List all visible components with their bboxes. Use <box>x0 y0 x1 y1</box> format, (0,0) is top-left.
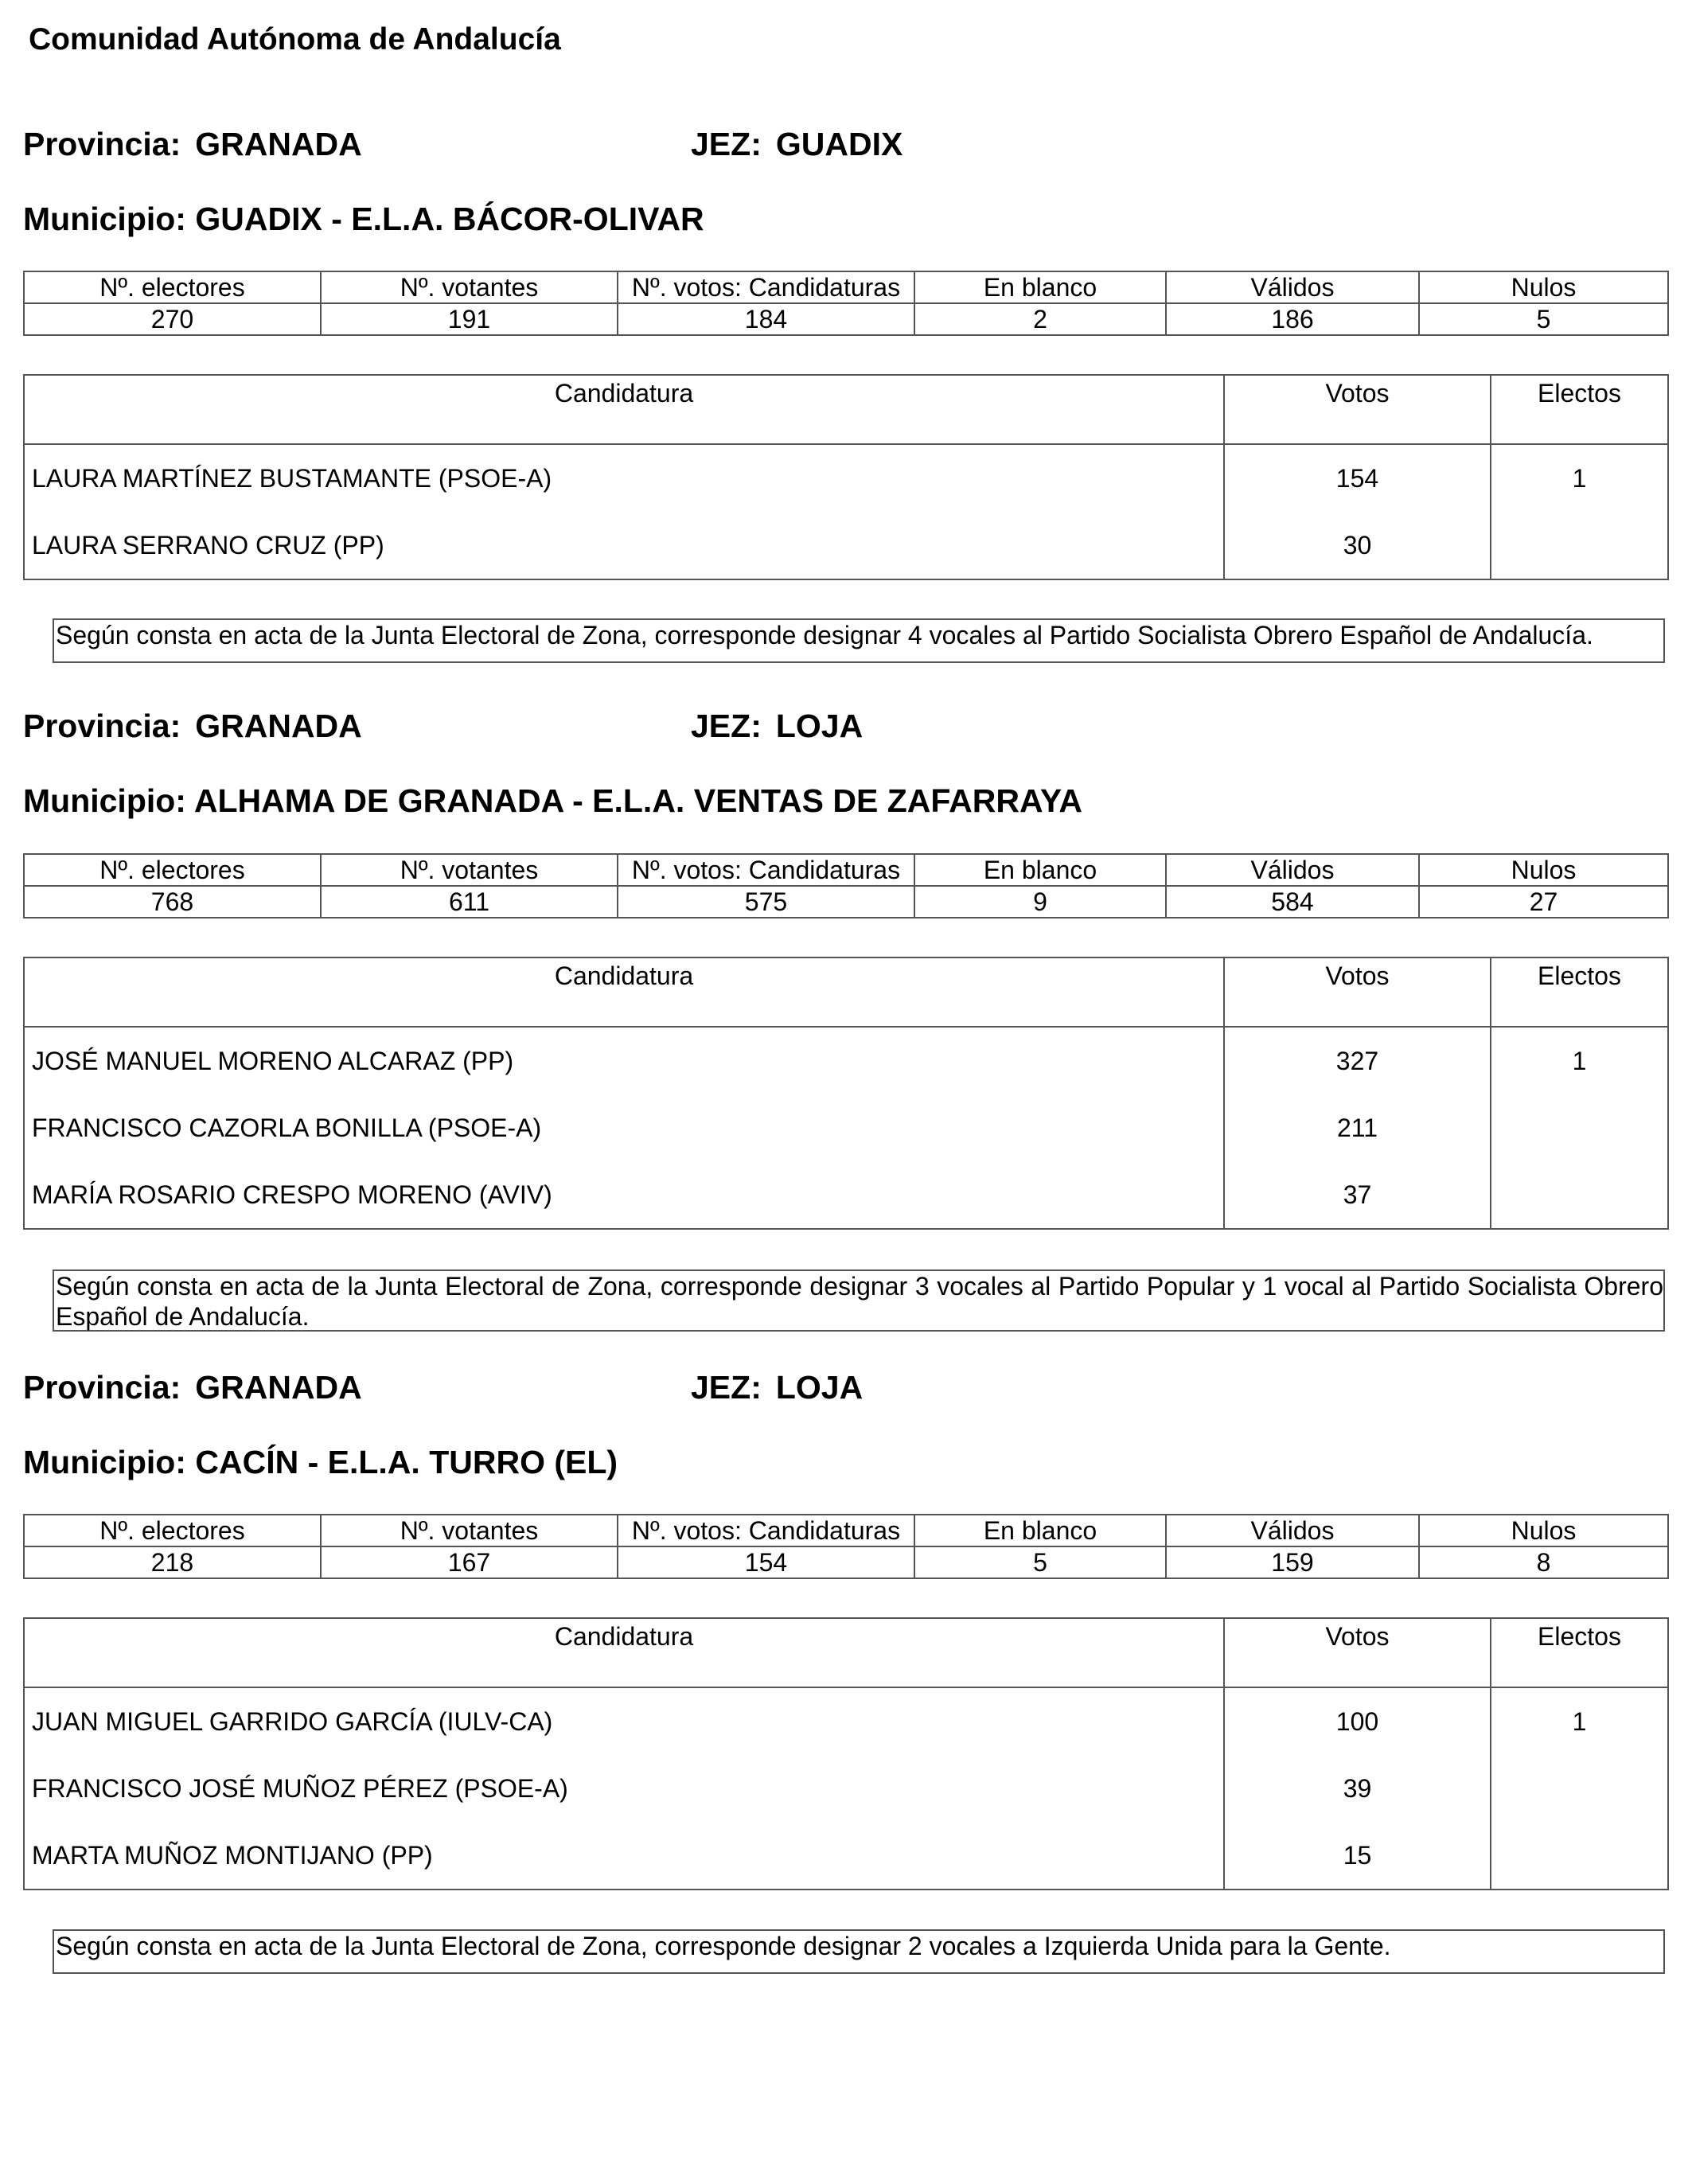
stats-value: 611 <box>321 886 618 918</box>
candidates-table <box>23 1617 1669 1890</box>
jez-header <box>691 1369 863 1406</box>
candidate-votes: 100 <box>1224 1687 1491 1755</box>
provincia-header <box>23 1369 362 1406</box>
candidate-row <box>24 1755 1668 1822</box>
candidate-electos: 1 <box>1491 1687 1668 1755</box>
jez-value: GUADIX <box>775 126 903 162</box>
stats-table <box>23 271 1669 336</box>
stats-header-row <box>24 271 1668 303</box>
stats-header: Nulos <box>1419 271 1668 303</box>
candidate-electos <box>1491 1161 1668 1229</box>
stats-header: Nº. votos: Candidaturas <box>618 271 914 303</box>
candidatura-header: Candidatura <box>24 957 1224 1027</box>
candidate-votes: 15 <box>1224 1822 1491 1890</box>
municipio-label: Municipio: <box>23 782 186 819</box>
candidate-electos: 1 <box>1491 1027 1668 1094</box>
jez-label: JEZ: <box>691 1369 762 1406</box>
stats-header: En blanco <box>914 1515 1166 1546</box>
stats-value: 8 <box>1419 1546 1668 1578</box>
stats-header: Válidos <box>1166 854 1419 886</box>
provincia-value: GRANADA <box>195 1369 362 1406</box>
candidate-row <box>24 1822 1668 1890</box>
votos-header: Votos <box>1224 957 1491 1027</box>
municipio-value: GUADIX - E.L.A. BÁCOR-OLIVAR <box>195 201 704 237</box>
candidate-votes: 154 <box>1224 444 1491 512</box>
stats-value: 584 <box>1166 886 1419 918</box>
jez-label: JEZ: <box>691 708 762 744</box>
stats-value-row <box>24 1546 1668 1578</box>
votos-header: Votos <box>1224 1618 1491 1687</box>
stats-value: 186 <box>1166 303 1419 335</box>
candidate-row <box>24 1161 1668 1229</box>
candidate-row <box>24 1094 1668 1161</box>
candidate-row <box>24 444 1668 512</box>
stats-header: Nº. electores <box>24 854 321 886</box>
candidates-header-row <box>24 375 1668 444</box>
stats-value: 159 <box>1166 1546 1419 1578</box>
stats-header-row <box>24 1515 1668 1546</box>
candidate-votes: 37 <box>1224 1161 1491 1229</box>
jez-value: LOJA <box>775 1369 864 1406</box>
stats-table <box>23 853 1669 918</box>
candidate-row <box>24 512 1668 579</box>
candidates-table <box>23 957 1669 1230</box>
stats-value: 5 <box>914 1546 1166 1578</box>
stats-header-row <box>24 854 1668 886</box>
jez-label: JEZ: <box>691 126 762 162</box>
stats-header: Nulos <box>1419 1515 1668 1546</box>
stats-header: En blanco <box>914 271 1166 303</box>
stats-table <box>23 1514 1669 1579</box>
municipio-header <box>23 201 704 238</box>
candidate-electos <box>1491 512 1668 579</box>
municipio-label: Municipio: <box>23 1444 186 1480</box>
jez-header <box>691 708 863 745</box>
candidate-electos: 1 <box>1491 444 1668 512</box>
stats-header: Nulos <box>1419 854 1668 886</box>
provincia-value: GRANADA <box>195 708 362 744</box>
provincia-header <box>23 708 362 745</box>
candidate-row <box>24 1027 1668 1094</box>
stats-header: Válidos <box>1166 271 1419 303</box>
candidate-votes: 39 <box>1224 1755 1491 1822</box>
candidate-electos <box>1491 1755 1668 1822</box>
stats-value: 270 <box>24 303 321 335</box>
candidate-row <box>24 1687 1668 1755</box>
stats-header: Nº. votos: Candidaturas <box>618 854 914 886</box>
stats-header: Nº. electores <box>24 1515 321 1546</box>
provincia-label: Provincia: <box>23 126 181 162</box>
candidate-name: MARTA MUÑOZ MONTIJANO (PP) <box>24 1822 1224 1890</box>
stats-value: 154 <box>618 1546 914 1578</box>
stats-header: Nº. votos: Candidaturas <box>618 1515 914 1546</box>
stats-value: 9 <box>914 886 1166 918</box>
jez-note: Según consta en acta de la Junta Electoral de Zona, corresponde designar 4 vocales al Partido Socialista Obrero Español de Andalucía. <box>53 618 1665 663</box>
stats-header: Nº. votantes <box>321 1515 618 1546</box>
jez-header <box>691 126 903 163</box>
provincia-label: Provincia: <box>23 708 181 744</box>
jez-note: Según consta en acta de la Junta Electoral de Zona, corresponde designar 3 vocales al Partido Popular y 1 vocal al Partido Socialista Obrero Español de Andalucía. <box>53 1269 1665 1332</box>
candidate-name: LAURA SERRANO CRUZ (PP) <box>24 512 1224 579</box>
candidate-name: MARÍA ROSARIO CRESPO MORENO (AVIV) <box>24 1161 1224 1229</box>
electos-header: Electos <box>1491 1618 1668 1687</box>
stats-value: 218 <box>24 1546 321 1578</box>
candidate-name: FRANCISCO JOSÉ MUÑOZ PÉREZ (PSOE-A) <box>24 1755 1224 1822</box>
jez-note: Según consta en acta de la Junta Electoral de Zona, corresponde designar 2 vocales a Izquierda Unida para la Gente. <box>53 1929 1665 1974</box>
candidate-electos <box>1491 1822 1668 1890</box>
stats-header: En blanco <box>914 854 1166 886</box>
votos-header: Votos <box>1224 375 1491 444</box>
stats-header: Válidos <box>1166 1515 1419 1546</box>
municipio-header <box>23 1444 618 1481</box>
candidatura-header: Candidatura <box>24 375 1224 444</box>
candidates-table <box>23 374 1669 580</box>
provincia-value: GRANADA <box>195 126 362 162</box>
candidates-header-row <box>24 957 1668 1027</box>
provincia-label: Provincia: <box>23 1369 181 1406</box>
candidate-name: JOSÉ MANUEL MORENO ALCARAZ (PP) <box>24 1027 1224 1094</box>
stats-value: 575 <box>618 886 914 918</box>
candidate-name: FRANCISCO CAZORLA BONILLA (PSOE-A) <box>24 1094 1224 1161</box>
stats-value: 5 <box>1419 303 1668 335</box>
municipio-label: Municipio: <box>23 201 186 237</box>
municipio-header <box>23 782 1082 820</box>
community-title: Comunidad Autónoma de Andalucía <box>29 22 561 57</box>
candidate-electos <box>1491 1094 1668 1161</box>
stats-value: 27 <box>1419 886 1668 918</box>
jez-value: LOJA <box>775 708 864 744</box>
stats-header: Nº. votantes <box>321 271 618 303</box>
electos-header: Electos <box>1491 375 1668 444</box>
candidate-votes: 211 <box>1224 1094 1491 1161</box>
electos-header: Electos <box>1491 957 1668 1027</box>
candidates-header-row <box>24 1618 1668 1687</box>
stats-value-row <box>24 303 1668 335</box>
stats-header: Nº. electores <box>24 271 321 303</box>
stats-value: 184 <box>618 303 914 335</box>
stats-value: 768 <box>24 886 321 918</box>
municipio-value: ALHAMA DE GRANADA - E.L.A. VENTAS DE ZAFARRAYA <box>193 782 1083 819</box>
candidate-votes: 30 <box>1224 512 1491 579</box>
municipio-value: CACÍN - E.L.A. TURRO (EL) <box>195 1444 618 1480</box>
provincia-header <box>23 126 362 163</box>
stats-header: Nº. votantes <box>321 854 618 886</box>
stats-value-row <box>24 886 1668 918</box>
candidatura-header: Candidatura <box>24 1618 1224 1687</box>
stats-value: 167 <box>321 1546 618 1578</box>
candidate-name: JUAN MIGUEL GARRIDO GARCÍA (IULV-CA) <box>24 1687 1224 1755</box>
stats-value: 191 <box>321 303 618 335</box>
stats-value: 2 <box>914 303 1166 335</box>
candidate-name: LAURA MARTÍNEZ BUSTAMANTE (PSOE-A) <box>24 444 1224 512</box>
candidate-votes: 327 <box>1224 1027 1491 1094</box>
